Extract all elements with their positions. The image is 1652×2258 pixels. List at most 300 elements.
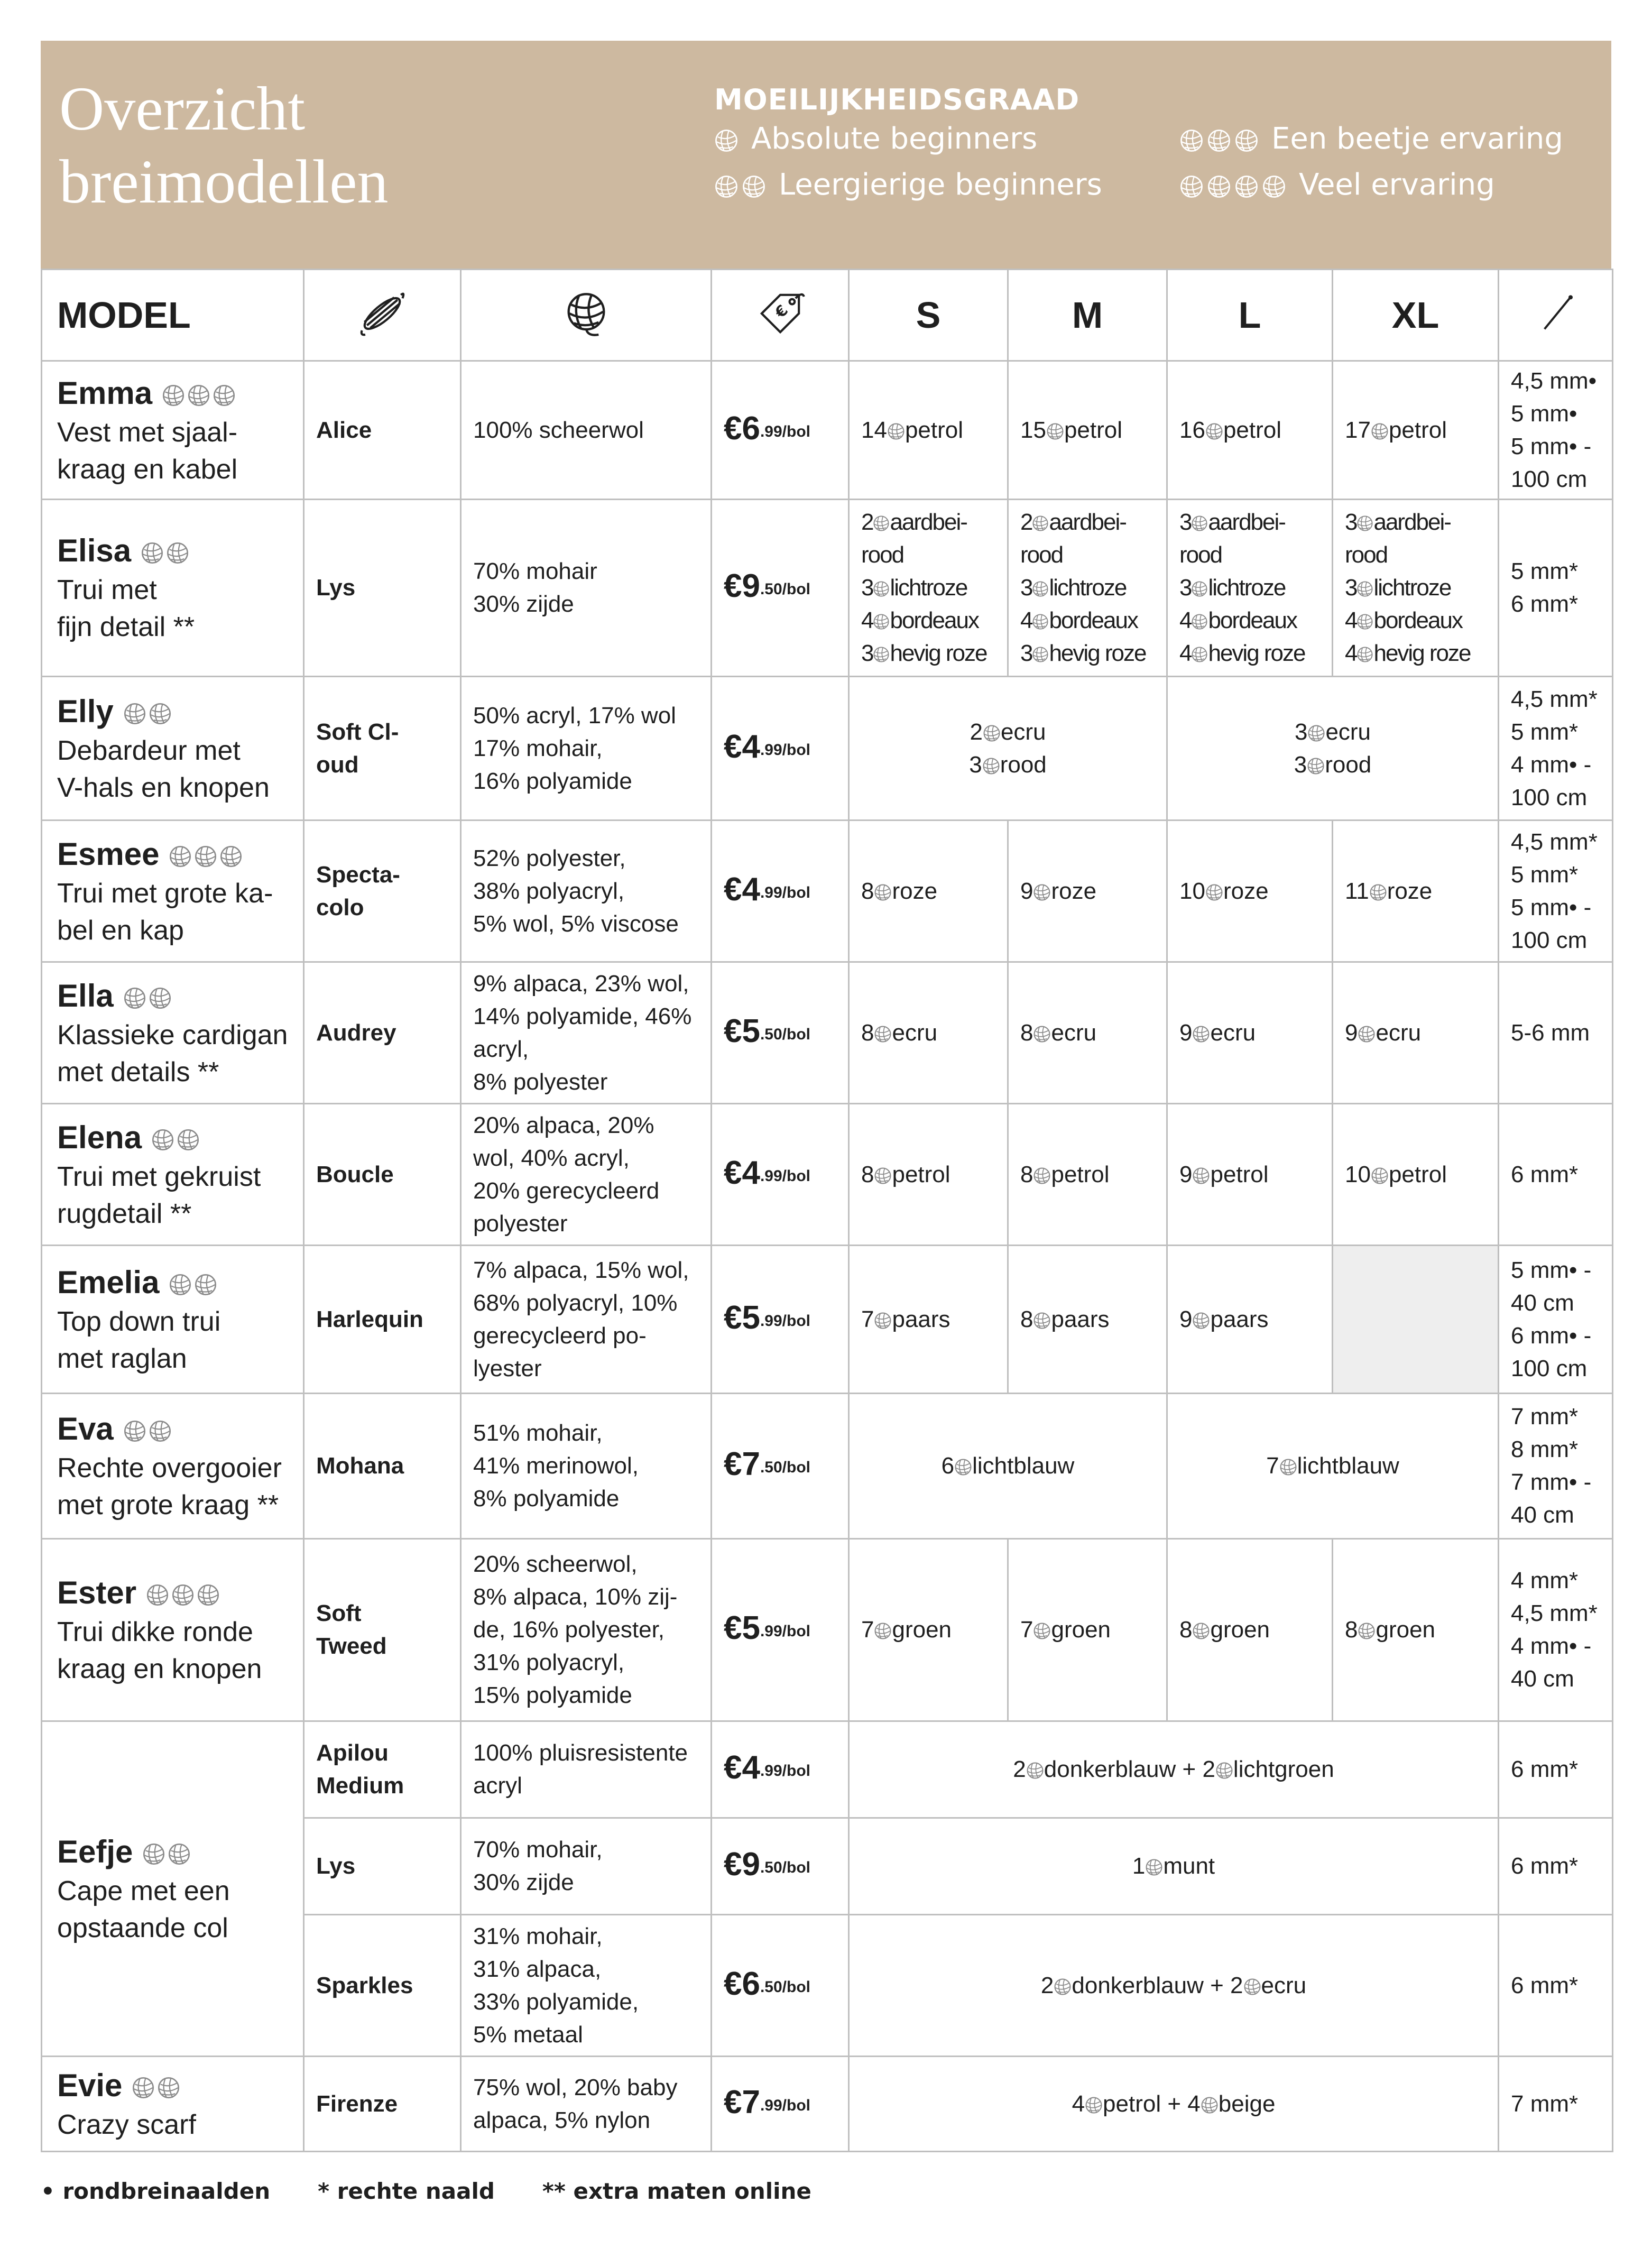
yarn-ball-icon (177, 1117, 200, 1158)
yarn-ball-icon (874, 878, 892, 904)
model-name: Eefje (57, 1833, 133, 1869)
color-name: aardbei- (1373, 509, 1451, 535)
price-main: €6 (724, 410, 760, 447)
quantity: 8 (861, 1019, 874, 1046)
price-cell (712, 2057, 849, 2152)
yarn-ball-icon (157, 2065, 180, 2106)
empty-size-cell (1333, 1246, 1499, 1394)
yarn-ball-icon (1307, 752, 1325, 778)
size-quantity-cell (849, 1539, 1008, 1721)
quantity: 4 (1345, 640, 1357, 666)
color-name: munt (1163, 1853, 1215, 1879)
table-row (42, 1539, 1613, 1721)
table-row (42, 677, 1613, 821)
yarn-ball-icon (1371, 1162, 1389, 1187)
yarn-name: Specta- colo (304, 821, 461, 962)
yarn-ball-icon (149, 691, 172, 732)
model-cell (42, 2057, 304, 2152)
model-name: Esmee (57, 836, 160, 872)
yarn-ball-icon (1192, 1617, 1210, 1643)
yarn-ball-icon (162, 373, 185, 414)
color-name: roze (892, 878, 938, 904)
yarn-ball-icon (1033, 1162, 1051, 1187)
difficulty-indicator (169, 1262, 217, 1303)
price (724, 1155, 810, 1191)
yarn-ball-icon (1032, 575, 1049, 601)
size-quantity-cell (1167, 361, 1333, 500)
model-name: Eva (57, 1411, 114, 1446)
yarn-composition: 7% alpaca, 15% wol, 68% polyacryl, 10% gerecycleerd po- lyester (461, 1246, 712, 1394)
footnote-circular-needles: • rondbreinaalden (41, 2178, 271, 2204)
yarn-ball-icon (873, 575, 890, 601)
quantity: 10 (1345, 1161, 1371, 1187)
model-description: Trui met fijn detail ** (57, 575, 195, 642)
price-cents: .99/bol (760, 1762, 810, 1780)
yarn-ball-icon (123, 1408, 146, 1450)
color-name: groen (1051, 1617, 1111, 1643)
size-quantity-cell (1008, 500, 1167, 677)
price-cell (712, 1104, 849, 1246)
price-cents: .50/bol (760, 1025, 810, 1043)
quantity: 2 (1040, 1972, 1054, 1998)
color-name: petrol (1210, 1161, 1269, 1187)
model-description: Top down trui met raglan (57, 1306, 221, 1374)
quantity: 4 (1072, 2090, 1085, 2117)
color-name: lichtblauw (972, 1453, 1075, 1479)
price-cents: .99/bol (760, 422, 810, 440)
quantity: 9 (1020, 878, 1033, 904)
price-cents: .50/bol (760, 1459, 810, 1476)
size-quantity-cell (1167, 1246, 1333, 1394)
color-name: groen (892, 1617, 952, 1643)
price-cents: .99/bol (760, 741, 810, 759)
quantity: 3 (1294, 718, 1308, 745)
yarn-ball-icon (187, 373, 210, 414)
color-name: petrol (1051, 1161, 1110, 1187)
quantity: 15 (1020, 417, 1046, 443)
yarn-composition: 9% alpaca, 23% wol, 14% polyamide, 46% acryl, 8% polyester (461, 962, 712, 1104)
color-name: donkerblauw + (1072, 1972, 1231, 1998)
yarn-ball-icon (213, 373, 236, 414)
price-cell (712, 500, 849, 677)
quantity: 4 (1187, 2090, 1201, 2117)
legend-item (714, 168, 1179, 202)
page-title (59, 72, 389, 218)
legend-label: Leergierige beginners (779, 168, 1102, 202)
yarn-ball-icon (171, 1572, 195, 1614)
yarn-name: Harlequin (304, 1246, 461, 1394)
header-yarn (304, 270, 461, 361)
color-name: donkerblauw + (1044, 1756, 1203, 1782)
quantity: 11 (1345, 878, 1369, 904)
price (724, 1013, 810, 1049)
yarn-ball-icon (1243, 1973, 1261, 1998)
model-description: Trui dikke ronde kraag en knopen (57, 1617, 262, 1684)
yarn-ball-icon (983, 719, 1001, 745)
quantity: 2 (861, 509, 873, 535)
yarn-ball-icon (1356, 607, 1373, 633)
price-main: €5 (724, 1012, 760, 1049)
yarn-ball-icon (1085, 2091, 1103, 2117)
quantity: 8 (861, 878, 874, 904)
color-name: bordeaux (890, 607, 979, 633)
price-cell (712, 1721, 849, 1818)
price-main: €4 (724, 728, 760, 765)
quantity: 2 (1020, 509, 1032, 535)
needle-sizes: 5-6 mm (1499, 962, 1613, 1104)
color-name: petrol (892, 1161, 950, 1187)
price (724, 1446, 810, 1482)
needle-sizes: 6 mm* (1499, 1915, 1613, 2057)
knitting-needle-icon (1535, 301, 1577, 343)
yarn-ball-icon (1205, 878, 1223, 904)
size-quantity-cell (1333, 821, 1499, 962)
color-name: bordeaux (1049, 607, 1138, 633)
size-quantity-cell (1333, 962, 1499, 1104)
yarn-name: Soft Cl- oud (304, 677, 461, 821)
yarn-ball-icon (887, 417, 905, 443)
difficulty-indicator (151, 1117, 200, 1158)
yarn-composition: 20% alpaca, 20% wol, 40% acryl, 20% gerecycleerd polyester (461, 1104, 712, 1246)
color-name: paars (892, 1306, 950, 1332)
price-cents: .99/bol (760, 1312, 810, 1330)
model-description: Cape met een opstaande col (57, 1875, 230, 1943)
size-quantity-cell (1333, 500, 1499, 677)
price (724, 1610, 810, 1646)
size-quantity-cell (1008, 361, 1167, 500)
quantity: 7 (861, 1306, 874, 1332)
difficulty-indicator (132, 2065, 180, 2106)
size-quantity-cell-s-m (849, 1394, 1167, 1539)
all-sizes-quantity-cell (849, 1721, 1499, 1818)
yarn-ball-icon (169, 1262, 192, 1303)
price (724, 871, 810, 908)
model-name: Elena (57, 1119, 142, 1155)
quantity: 7 (861, 1617, 874, 1643)
model-name-line (57, 1262, 291, 1303)
quantity: 3 (1345, 575, 1357, 601)
price-cell (712, 962, 849, 1104)
yarn-ball-icon (1179, 168, 1204, 202)
yarn-ball-icon (714, 168, 739, 202)
model-name-line (57, 530, 291, 572)
color-name: bordeaux (1373, 607, 1462, 633)
yarn-composition: 20% scheerwol, 8% alpaca, 10% zij- de, 16% polyester, 31% polyacryl, 15% polyamide (461, 1539, 712, 1721)
color-name: groen (1376, 1617, 1436, 1643)
yarn-ball-icon (132, 2065, 155, 2106)
model-name-line (57, 1572, 291, 1614)
yarn-ball-icon (1207, 168, 1231, 202)
yarn-ball-icon (1033, 1306, 1051, 1332)
needle-sizes: 7 mm* (1499, 2057, 1613, 2152)
yarn-ball-icon (1369, 878, 1387, 904)
model-cell (42, 1246, 304, 1394)
yarn-composition: 100% scheerwol (461, 361, 712, 500)
yarn-ball-icon (874, 1306, 892, 1332)
quantity: 9 (1179, 1161, 1193, 1187)
yarn-ball-icon (1046, 417, 1064, 443)
yarn-ball-icon (1032, 509, 1049, 535)
color-name: ecru (1325, 718, 1371, 745)
size-quantity-cell (1008, 1104, 1167, 1246)
footer-notes (41, 2178, 811, 2204)
price (724, 2084, 810, 2121)
color-name: petrol (905, 417, 964, 443)
price-cell (712, 1818, 849, 1915)
title-line-2: breimodellen (59, 147, 389, 216)
yarn-ball-icon (1215, 1756, 1233, 1782)
model-cell (42, 1394, 304, 1539)
yarn-name: Lys (304, 1818, 461, 1915)
price-cell (712, 1915, 849, 2057)
yarn-ball-icon (1032, 607, 1049, 633)
quantity: 16 (1179, 417, 1205, 443)
yarn-ball-icon (873, 509, 890, 535)
color-name: rood (1345, 542, 1388, 568)
color-name: ecru (1000, 718, 1046, 745)
quantity: 2 (1202, 1756, 1215, 1782)
quantity: 8 (1020, 1306, 1033, 1332)
table-row (42, 500, 1613, 677)
needle-sizes: 7 mm* 8 mm* 7 mm• - 40 cm (1499, 1394, 1613, 1539)
all-sizes-quantity-cell (849, 2057, 1499, 2152)
yarn-ball-icon (873, 640, 890, 666)
color-name: rood (1179, 542, 1222, 568)
color-name: petrol (1388, 1161, 1447, 1187)
quantity: 17 (1345, 417, 1371, 443)
price-main: €9 (724, 568, 760, 604)
size-quantity-cell (849, 821, 1008, 962)
price-cents: .50/bol (760, 580, 810, 598)
color-name: roze (1223, 878, 1269, 904)
size-quantity-cell (849, 1246, 1008, 1394)
price (724, 1966, 810, 2002)
quantity: 14 (861, 417, 887, 443)
model-name-line (57, 975, 291, 1017)
color-name: hevig roze (1373, 640, 1471, 666)
size-quantity-cell (849, 361, 1008, 500)
size-quantity-cell (1333, 1104, 1499, 1246)
needle-sizes: 5 mm* 6 mm* (1499, 500, 1613, 677)
footnote-extra-sizes: ** extra maten online (542, 2178, 811, 2204)
size-quantity-cell (1008, 1246, 1167, 1394)
size-quantity-cell (1333, 361, 1499, 500)
quantity: 3 (969, 751, 982, 778)
quantity: 4 (1179, 640, 1192, 666)
yarn-ball-icon (1207, 122, 1231, 156)
model-description: Crazy scarf (57, 2109, 196, 2140)
difficulty-indicator (123, 975, 172, 1017)
quantity: 8 (861, 1161, 874, 1187)
model-description: Vest met sjaal- kraag en kabel (57, 417, 238, 485)
difficulty-indicator (162, 373, 236, 414)
size-quantity-cell (849, 962, 1008, 1104)
size-quantity-cell (1167, 500, 1333, 677)
price-cents: .99/bol (760, 2096, 810, 2114)
needle-sizes: 4,5 mm* 5 mm* 5 mm• - 100 cm (1499, 821, 1613, 962)
table-row (42, 821, 1613, 962)
yarn-ball-icon (1191, 640, 1208, 666)
yarn-ball-icon (149, 1408, 172, 1450)
header-price (712, 270, 849, 361)
yarn-ball-icon (560, 307, 613, 348)
color-name: hevig roze (1208, 640, 1305, 666)
legend-label: Een beetje ervaring (1271, 122, 1563, 156)
header-size-l: L (1167, 270, 1333, 361)
yarn-name: Mohana (304, 1394, 461, 1539)
yarn-ball-icon (1192, 1020, 1210, 1046)
color-name: lichtroze (1049, 575, 1127, 601)
legend-grid (714, 122, 1581, 202)
yarn-ball-icon (149, 975, 172, 1017)
difficulty-indicator (146, 1572, 220, 1614)
yarn-ball-icon (1191, 607, 1208, 633)
yarn-ball-icon (123, 975, 146, 1017)
header-size-s: S (849, 270, 1008, 361)
header-size-xl: XL (1333, 270, 1499, 361)
yarn-ball-icon (874, 1020, 892, 1046)
size-quantity-cell (1167, 821, 1333, 962)
price-main: €7 (724, 1446, 760, 1482)
color-name: ecru (892, 1019, 938, 1046)
model-cell (42, 1104, 304, 1246)
header-size-m: M (1008, 270, 1167, 361)
header-model: MODEL (42, 270, 304, 361)
needle-sizes: 4,5 mm* 5 mm* 4 mm• - 100 cm (1499, 677, 1613, 821)
table-row (42, 361, 1613, 500)
price-cell (712, 677, 849, 821)
quantity: 3 (1020, 640, 1032, 666)
price-tag-icon (755, 301, 806, 347)
table-row (42, 962, 1613, 1104)
color-name: ecru (1261, 1972, 1307, 1998)
color-name: petrol (1223, 417, 1282, 443)
yarn-composition: 51% mohair, 41% merinowol, 8% polyamide (461, 1394, 712, 1539)
yarn-ball-icon (1054, 1973, 1072, 1998)
color-name: rood (1000, 751, 1047, 778)
yarn-ball-icon (194, 1262, 217, 1303)
yarn-composition: 100% pluisresistente acryl (461, 1721, 712, 1818)
model-name-line (57, 1831, 291, 1873)
yarn-ball-icon (1026, 1756, 1044, 1782)
legend-title: MOEILIJKHEIDSGRAAD (714, 83, 1080, 116)
quantity: 3 (1294, 751, 1307, 778)
color-name: lichtroze (890, 575, 967, 601)
yarn-ball-icon (874, 1162, 892, 1187)
color-name: lichtgroen (1233, 1756, 1334, 1782)
color-name: roze (1051, 878, 1097, 904)
size-quantity-cell (849, 1104, 1008, 1246)
quantity: 7 (1020, 1617, 1033, 1643)
quantity: 4 (861, 607, 873, 633)
needle-sizes: 5 mm• - 40 cm 6 mm• - 100 cm (1499, 1246, 1613, 1394)
model-name: Elly (57, 693, 114, 729)
yarn-ball-icon (166, 530, 189, 572)
price-cents: .99/bol (760, 1167, 810, 1185)
needle-sizes: 6 mm* (1499, 1818, 1613, 1915)
size-quantity-cell (1333, 1539, 1499, 1721)
quantity: 8 (1020, 1161, 1033, 1187)
yarn-ball-icon (1279, 1453, 1297, 1479)
price-cents: .50/bol (760, 1859, 810, 1876)
difficulty-indicator (142, 1831, 191, 1873)
yarn-ball-icon (1145, 1853, 1163, 1879)
model-name-line (57, 2065, 291, 2106)
price-main: €5 (724, 1610, 760, 1646)
quantity: 8 (1179, 1617, 1193, 1643)
header-composition (461, 270, 712, 361)
skein-icon (357, 306, 408, 347)
yarn-ball-icon (1307, 719, 1325, 745)
yarn-ball-icon (1032, 640, 1049, 666)
model-description: Trui met gekruist rugdetail ** (57, 1161, 261, 1229)
legend-item (1179, 122, 1581, 156)
size-quantity-cell (1008, 821, 1167, 962)
model-name: Elisa (57, 533, 132, 568)
yarn-composition: 70% mohair 30% zijde (461, 500, 712, 677)
price-main: €9 (724, 1846, 760, 1883)
quantity: 3 (1020, 575, 1032, 601)
yarn-ball-icon (1262, 168, 1286, 202)
color-name: ecru (1210, 1019, 1256, 1046)
quantity: 4 (1020, 607, 1032, 633)
size-quantity-cell (1167, 1539, 1333, 1721)
color-name: aardbei- (890, 509, 967, 535)
model-cell (42, 1721, 304, 2057)
model-name-line (57, 1408, 291, 1450)
color-name: groen (1210, 1617, 1270, 1643)
header-needles (1499, 270, 1613, 361)
price-cents: .99/bol (760, 1623, 810, 1640)
yarn-ball-icon (1033, 878, 1051, 904)
yarn-ball-icon (194, 834, 217, 875)
yarn-name: Apilou Medium (304, 1721, 461, 1818)
yarn-ball-icon (1033, 1020, 1051, 1046)
price (724, 729, 810, 765)
yarn-ball-icon (1234, 168, 1259, 202)
yarn-ball-icon (874, 1617, 892, 1643)
price-cell (712, 821, 849, 962)
yarn-ball-icon (1201, 2091, 1219, 2117)
yarn-composition: 52% polyester, 38% polyacryl, 5% wol, 5% viscose (461, 821, 712, 962)
yarn-name: Alice (304, 361, 461, 500)
size-quantity-cell (1008, 1539, 1167, 1721)
yarn-ball-icon (714, 122, 739, 156)
model-name: Emma (57, 375, 153, 411)
quantity: 7 (1266, 1453, 1279, 1479)
price (724, 410, 810, 447)
header-banner (41, 41, 1611, 269)
quantity: 9 (1179, 1019, 1193, 1046)
model-name-line (57, 834, 291, 875)
model-cell (42, 1539, 304, 1721)
quantity: 3 (861, 640, 873, 666)
yarn-name: Firenze (304, 2057, 461, 2152)
color-name: aardbei- (1049, 509, 1126, 535)
price (724, 1299, 810, 1336)
needle-sizes: 4 mm* 4,5 mm* 4 mm• - 40 cm (1499, 1539, 1613, 1721)
difficulty-indicator (123, 691, 172, 732)
yarn-ball-icon (146, 1572, 169, 1614)
yarn-ball-icon (141, 530, 164, 572)
yarn-ball-icon (219, 834, 243, 875)
needle-sizes: 4,5 mm• 5 mm• 5 mm• - 100 cm (1499, 361, 1613, 500)
model-cell (42, 361, 304, 500)
yarn-composition: 75% wol, 20% baby alpaca, 5% nylon (461, 2057, 712, 2152)
color-name: ecru (1051, 1019, 1097, 1046)
color-name: paars (1210, 1306, 1269, 1332)
difficulty-legend (714, 83, 1581, 202)
